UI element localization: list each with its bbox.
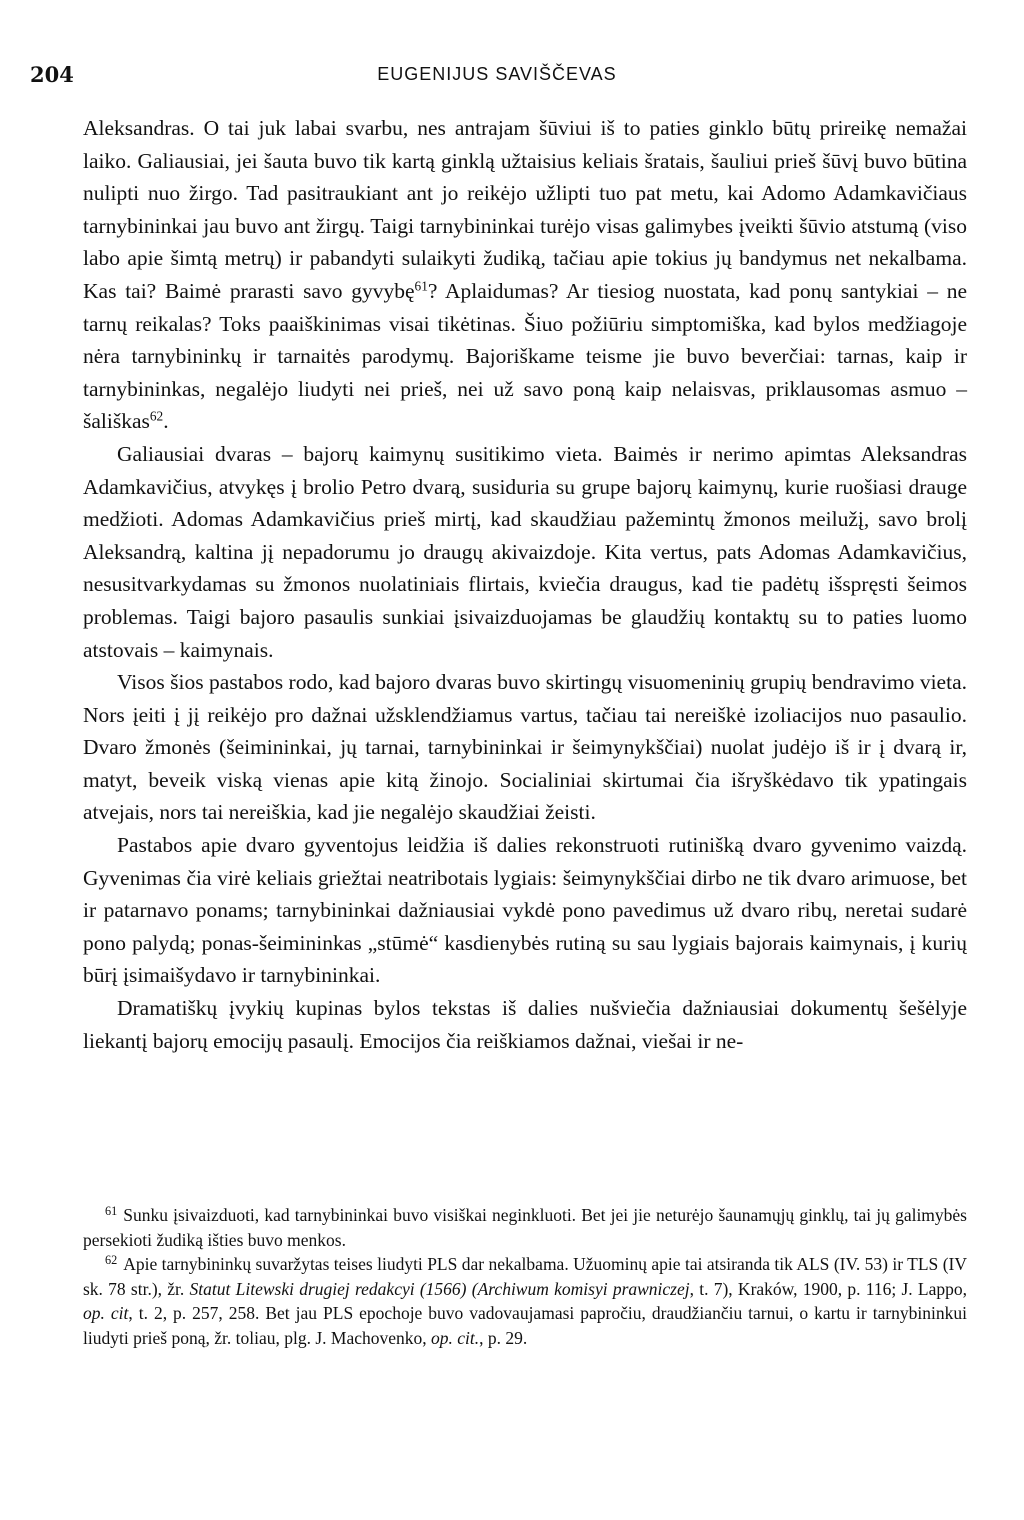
footnote-61-number: 61	[105, 1203, 118, 1218]
footnote-62-italic-3: op. cit.	[431, 1327, 480, 1348]
paragraph-3: Visos šios pastabos rodo, kad bajoro dvaras buvo skirtingų visuomeninių grupių bendravimo vieta. Nors įeiti į jį reikėjo pro dažnai užsklendžiamus vartus, tačiau tai nereiškė izoliacijos nuo pasaulio. Dvaro žmonės (šeimininkai, jų tarnai, tarnybininkai ir šeimynykščiai) nuolat judėjo iš ir į dvarą ir, matyt, beveik viską vienas apie kitą žinojo. Socialiniai skirtumai čia išryškėdavo tik ypatingais atvejais, nors tai nereiškia, kad jie negalėjo skaudžiai žeisti.	[83, 670, 967, 825]
footnote-62-text-2: , t. 7), Kraków, 1900, p. 116; J. Lappo,	[689, 1278, 967, 1299]
paragraph-1	[83, 112, 967, 438]
page-number: 204	[30, 62, 74, 87]
footnote-62-number: 62	[105, 1252, 118, 1267]
footnote-ref-62: 62	[149, 409, 164, 425]
running-head: EUGENIJUS SAVIŠČEVAS	[377, 64, 617, 84]
footnote-62-italic-2: op. cit	[83, 1303, 129, 1323]
footnote-62-text-3: , t. 2, p. 257, 258. Bet jau PLS epochoje buvo vadovaujamasi papročiu, draudžiančiu tarnui, o kartu ir tarnybininkui liudyti prieš poną, žr. toliau, plg. J. Machovenko,	[83, 1303, 967, 1348]
footnote-62-italic-1: Statut Litewski drugiej redakcyi (1566) (Archiwum komisyi prawniczej	[189, 1278, 690, 1299]
footnote-61	[83, 1203, 967, 1252]
page-header	[30, 62, 964, 92]
body-text	[83, 112, 967, 1057]
paragraph-4: Pastabos apie dvaro gyventojus leidžia iš dalies rekonstruoti rutinišką dvaro gyvenimo vaizdą. Gyvenimas čia virė keliais griežtai neatribotais lygiais: šeimynykščiai dirbo ne tik dvaro arimuose, bet ir patarnavo ponams; tarnybininkai dažniausiai vykdė pono pavedimus už dvaro ribų, neretai sudarė pono palydą; ponas-šeimininkas „stūmė“ kasdienybės rutiną su sau lygiais bajorais kaimynais, į kurių būrį įsimaišydavo ir tarnybininkai.	[83, 833, 967, 988]
paragraph-5: Dramatiškų įvykių kupinas bylos tekstas iš dalies nušviečia dažniausiai dokumentų šešėlyje liekantį bajorų emocijų pasaulį. Emocijos čia reiškiamos dažnai, viešai ir ne-	[83, 996, 967, 1053]
footnote-62-text-1: Apie tarnybininkų suvaržytas teises liudyti PLS dar nekalbama. Užuominų apie tai atsiranda tik ALS (IV. 53) ir TLS (IV sk. 78 str.), žr.	[83, 1254, 967, 1299]
footnote-62-text-4: , p. 29.	[479, 1327, 528, 1348]
paragraph-1-part-b: ? Aplaidumas? Ar tiesiog nuostata, kad ponų santykiai – ne tarnų reikalas? Toks paaiškinimas visai tikėtinas. Šiuo požiūriu simptomiška, kad bylos medžiagoje nėra tarnybininkų ir tarnaitės parodymų. Bajoriškame teisme jie buvo beverčiai: tarnas, kaip ir tarnybininkas, negalėjo liudyti nei prieš, nei už savo poną kaip nelaisvas, priklausomas asmuo – šališkas	[83, 278, 967, 434]
footnotes	[83, 1203, 967, 1350]
paragraph-1-part-c: .	[163, 409, 169, 434]
footnote-ref-61: 61	[414, 278, 428, 294]
paragraph-1-part-a: Aleksandras. O tai juk labai svarbu, nes antrajam šūviui iš to paties ginklo būtų prireikę nemažai laiko. Galiausiai, jei šauta buvo tik kartą ginklą užtaisius keliais šratais, šauliui prieš šūvį buvo būtina nulipti nuo žirgo. Tad pasitraukiant ant jo reikėjo užlipti tuo pat metu, kai Adomo Adamkavičiaus tarnybininkai jau buvo ant žirgų. Taigi tarnybininkai turėjo visas galimybes įveikti šūvio atstumą (viso labo apie šimtą metrų) ir pabandyti sulaikyti žudiką, tačiau apie tokius jų bandymus net nekalbama. Kas tai? Baimė prarasti savo gyvybę	[83, 116, 967, 303]
paragraph-2: Galiausiai dvaras – bajorų kaimynų susitikimo vieta. Baimės ir nerimo apimtas Aleksandras Adamkavičius, atvykęs į brolio Petro dvarą, susiduria su grupe bajorų kaimynų, kurie ruošiasi drauge medžioti. Adomas Adamkavičius prieš mirtį, kad skaudžiau pažemintų žmonos meilužį, savo brolį Aleksandrą, kaltina jį nepadorumu jo draugų akivaizdoje. Kita vertus, pats Adomas Adamkavičius, nesusitvarkydamas su žmonos nuolatiniais flirtais, kviečia draugus, kad tie padėtų išspręsti šeimos problemas. Taigi bajoro pasaulis sunkiai įsivaizduojamas be glaudžių kontaktų su to paties luomo atstovais – kaimynais.	[83, 441, 967, 662]
footnote-62	[83, 1252, 967, 1350]
footnote-61-text: Sunku įsivaizduoti, kad tarnybininkai buvo visiškai neginkluoti. Bet jei jie neturėjo šaunamųjų ginklų, tai jų galimybės persekioti žudiką išties buvo menkos.	[83, 1205, 967, 1250]
